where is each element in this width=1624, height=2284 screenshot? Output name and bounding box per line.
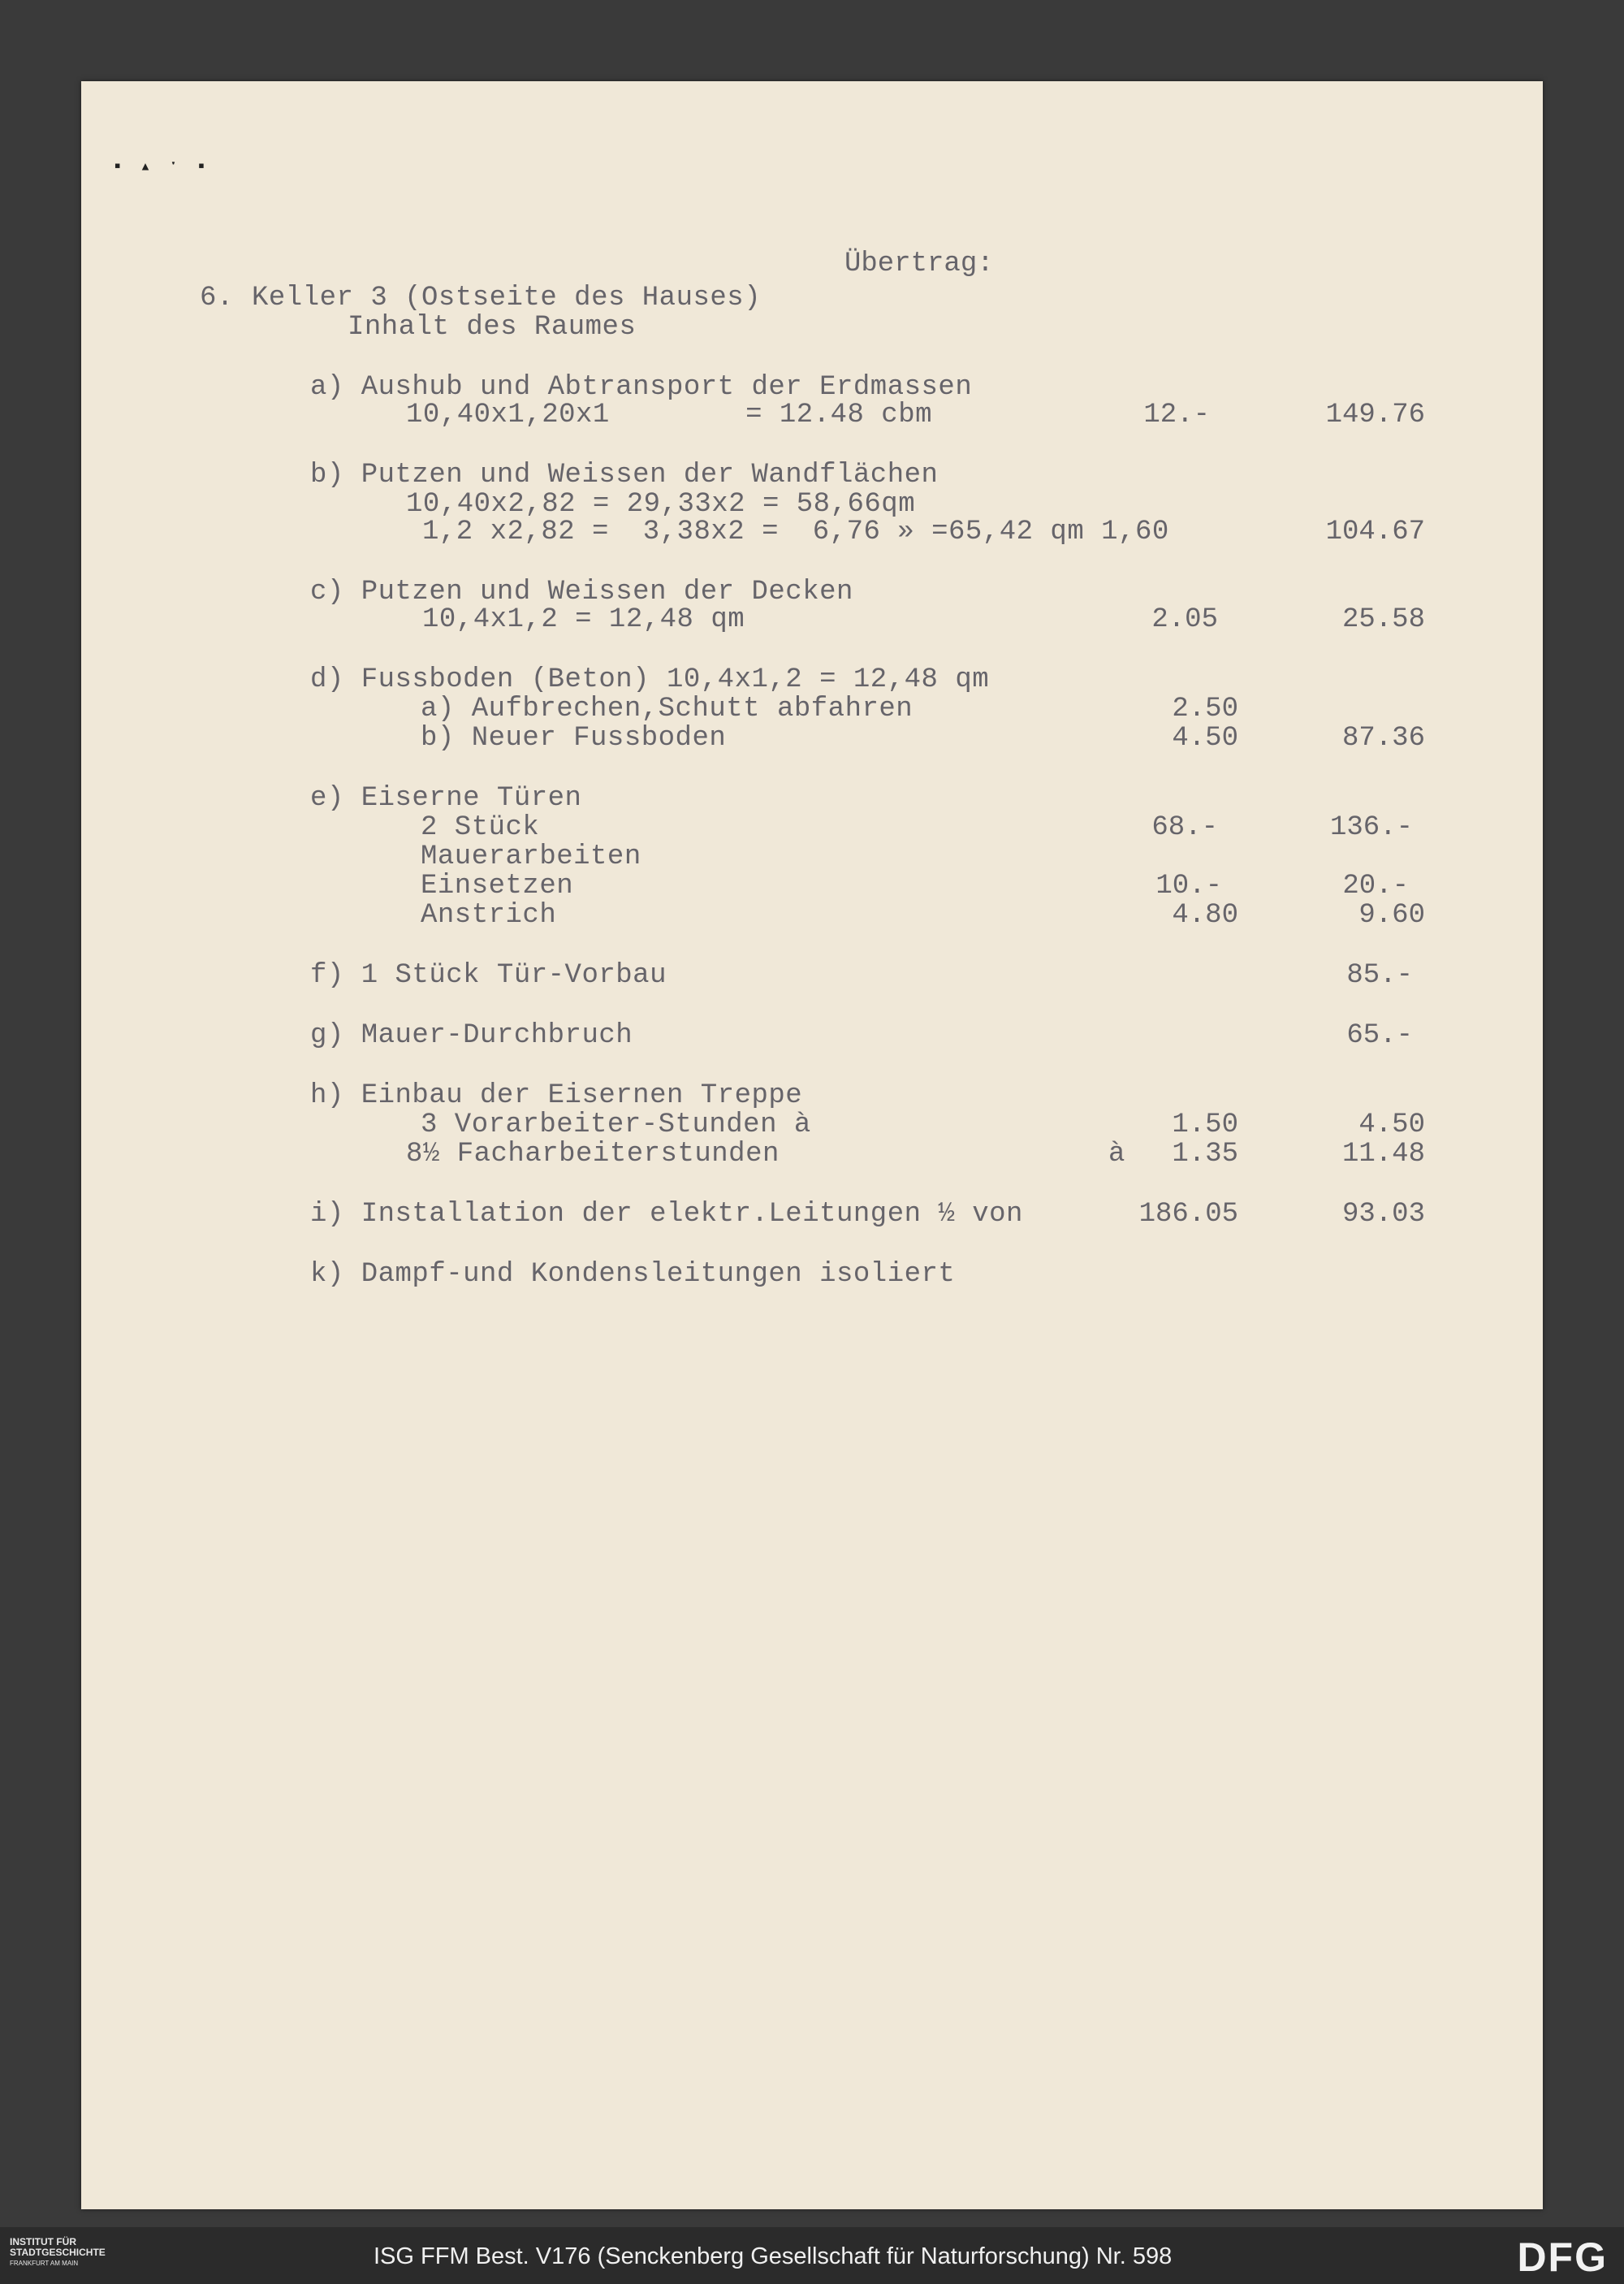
item-g-total: 65.- xyxy=(1346,1020,1413,1051)
item-k-label: k) Dampf-und Kondensleitungen isoliert xyxy=(310,1259,956,1290)
item-h-row-2-price: 1.35 xyxy=(1172,1139,1238,1170)
item-h-label: h) Einbau der Eisernen Treppe xyxy=(310,1080,803,1111)
item-i-total: 93.03 xyxy=(1341,1199,1425,1230)
item-f-total: 85.- xyxy=(1346,960,1413,991)
item-e-label: e) Eiserne Türen xyxy=(310,783,582,814)
item-c-calc: 10,4x1,2 = 12,48 qm xyxy=(422,604,745,635)
institute-line-1: INSTITUT FÜR xyxy=(10,2236,76,2247)
section-number: 6. xyxy=(200,283,234,314)
institute-line-3: FRANKFURT AM MAIN xyxy=(10,2260,79,2267)
dfg-logo: DFG xyxy=(1517,2234,1608,2280)
item-f-label: f) 1 Stück Tür-Vorbau xyxy=(310,960,667,991)
item-e-row-1-total: 136.- xyxy=(1329,812,1413,843)
item-i-amount: 186.05 xyxy=(1138,1199,1238,1230)
item-d-label: d) Fussboden (Beton) 10,4x1,2 = 12,48 qm xyxy=(310,664,990,695)
item-g-label: g) Mauer-Durchbruch xyxy=(310,1020,633,1051)
section-subtitle: Inhalt des Raumes xyxy=(348,312,637,343)
item-c-unit-price: 2.05 xyxy=(1151,604,1218,635)
archive-footer xyxy=(0,2227,1624,2284)
page-header-continuation xyxy=(844,197,994,279)
item-a-total: 149.76 xyxy=(1325,400,1425,430)
item-h-row-2-a: à xyxy=(1108,1139,1125,1170)
item-b-calc-1: 10,40x2,82 = 29,33x2 = 58,66qm xyxy=(406,489,916,520)
item-a-label: a) Aushub und Abtransport der Erdmassen xyxy=(310,372,973,403)
item-a-calc: 10,40x1,20x1 = 12.48 cbm xyxy=(406,400,933,430)
item-e-row-2: Mauerarbeiten xyxy=(421,841,641,872)
item-h-row-1: 3 Vorarbeiter-Stunden à xyxy=(421,1110,811,1140)
item-h-row-1-price: 1.50 xyxy=(1172,1110,1238,1140)
item-h-row-2-total: 11.48 xyxy=(1341,1139,1425,1170)
item-e-row-3-price: 10.- xyxy=(1155,871,1222,902)
item-i-label: i) Installation der elektr.Leitungen ½ von xyxy=(310,1199,1023,1230)
item-d-sub-a: a) Aufbrechen,Schutt abfahren xyxy=(421,694,914,725)
item-b-total: 104.67 xyxy=(1325,517,1425,547)
item-e-row-4-price: 4.80 xyxy=(1172,900,1238,931)
punch-marks: ▪ ▴ ˑ ▪ xyxy=(112,157,210,177)
item-e-row-4: Anstrich xyxy=(421,900,557,931)
item-e-row-3: Einsetzen xyxy=(421,871,574,902)
archive-caption: ISG FFM Best. V176 (Senckenberg Gesellschaft für Naturforschung) Nr. 598 xyxy=(374,2243,1173,2269)
item-b-calc-2: 1,2 x2,82 = 3,38x2 = 6,76 » =65,42 qm 1,60 xyxy=(422,517,1169,547)
item-h-row-2: 8½ Facharbeiterstunden xyxy=(406,1139,780,1170)
item-a-unit-price: 12.- xyxy=(1143,400,1210,430)
item-c-total: 25.58 xyxy=(1341,604,1425,635)
item-d-sub-b-price: 4.50 xyxy=(1172,723,1238,754)
institute-line-2: STADTGESCHICHTE xyxy=(10,2247,106,2258)
item-e-row-4-total: 9.60 xyxy=(1358,900,1425,931)
item-d-sub-a-price: 2.50 xyxy=(1172,694,1238,725)
item-h-row-1-total: 4.50 xyxy=(1358,1110,1425,1140)
header-continuation-text: Übertrag: xyxy=(844,249,994,279)
item-e-row-1: 2 Stück xyxy=(421,812,540,843)
institute-logo xyxy=(10,2237,106,2269)
item-e-row-1-price: 68.- xyxy=(1151,812,1218,843)
section-title: Keller 3 (Ostseite des Hauses) xyxy=(252,283,762,314)
item-d-total: 87.36 xyxy=(1341,723,1425,754)
item-c-label: c) Putzen und Weissen der Decken xyxy=(310,577,853,608)
item-d-sub-b: b) Neuer Fussboden xyxy=(421,723,727,754)
item-e-row-3-total: 20.- xyxy=(1342,871,1409,902)
item-b-label: b) Putzen und Weissen der Wandflächen xyxy=(310,460,939,491)
